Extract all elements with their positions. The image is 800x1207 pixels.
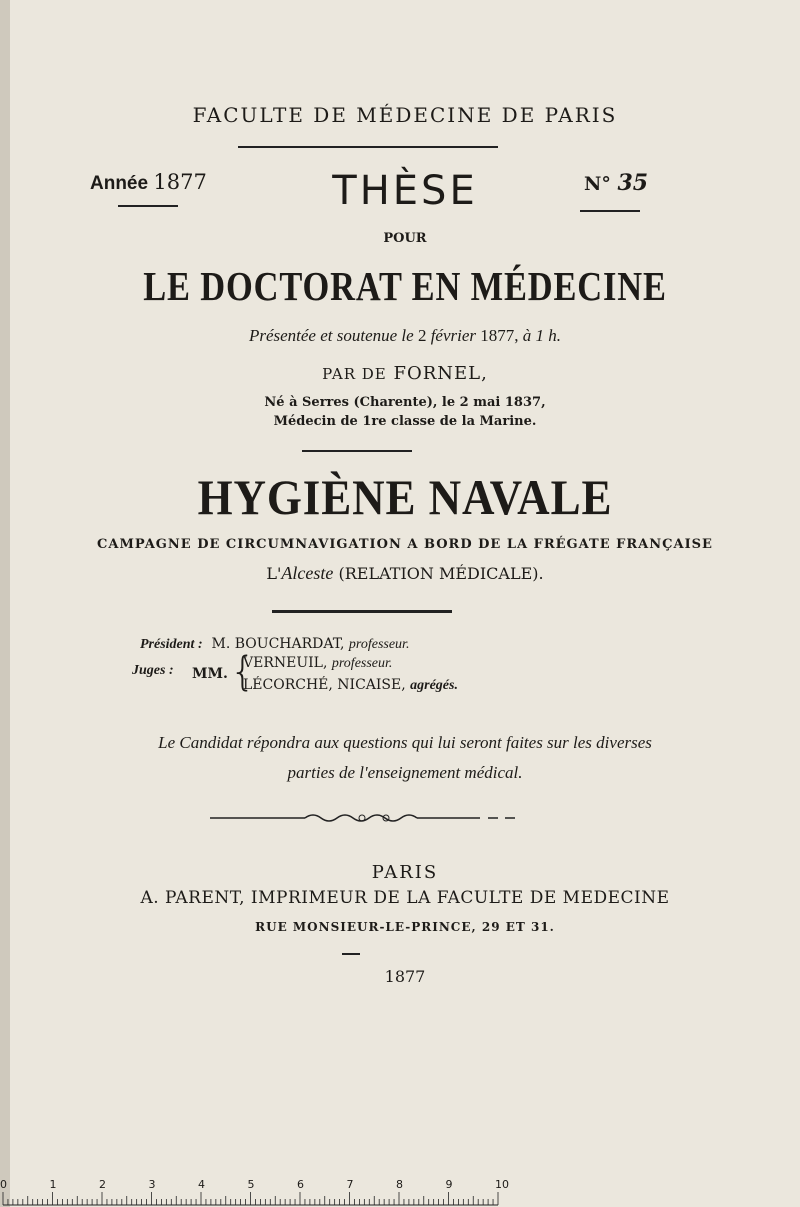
author-par: PAR DE [322,365,387,383]
year-label: Année [90,173,149,194]
candidate-note-line1: Le Candidat répondra aux questions qui lui seront faites sur les diverses [158,733,652,752]
ruler-label: 9 [445,1178,453,1191]
ruler-label: 5 [247,1178,255,1191]
ruler-label: 4 [198,1178,205,1191]
pour-label: POUR [383,231,427,246]
author-name: FORNEL, [393,363,488,384]
ruler-label: 2 [99,1178,106,1191]
juge-1-name: VERNEUIL, [243,655,328,671]
ship-line [10,563,800,584]
subject-subtitle: CAMPAGNE DE CIRCUMNAVIGATION A BORD DE LA FRÉGATE FRANÇAISE [97,537,713,552]
ruler-labels [0,1178,800,1192]
header-rule [238,146,498,148]
defense-date [10,326,800,346]
juge-2-name: LÉCORCHÉ, NICAISE, [243,677,406,693]
ruler-label: 7 [346,1178,354,1191]
juge-2 [243,677,458,694]
juge-2-role: agrégés. [410,678,458,693]
defense-month: février [430,326,477,345]
thesis-number [584,170,648,196]
defense-hour: à 1 h. [522,326,562,345]
thesis-title-page [10,0,800,1207]
juges-brace: { [230,649,256,695]
juges-mm: MM. [192,666,228,682]
imprint-printer: A. PARENT, IMPRIMEUR DE LA FACULTE DE MEDECINE [140,888,670,908]
doctorat-heading: LE DOCTORAT EN MÉDECINE [143,263,667,309]
ship-suffix: (RELATION MÉDICALE). [338,564,544,583]
subject-title: HYGIÈNE NAVALE [197,469,613,525]
ruler-label: 1 [49,1178,57,1191]
imprint-city: PARIS [371,862,439,883]
ruler-label: 6 [297,1178,304,1191]
defense-year: 1877, [480,326,519,345]
juge-1-role: professeur. [331,656,393,671]
these-title: THÈSE [332,168,478,214]
president-role: professeur. [348,637,410,652]
year-rule [342,953,360,955]
president-label: Président : [140,637,203,652]
imprint-address: RUE MONSIEUR-LE-PRINCE, 29 ET 31. [255,920,555,934]
jury-rule [272,610,452,613]
number-label: N° [584,173,611,195]
ruler-label: 8 [396,1178,403,1191]
defense-text: Présentée et soutenue le [248,326,414,345]
juge-1 [243,655,392,672]
candidate-note-line2: parties de l'enseignement médical. [287,763,523,782]
ship-prefix: L' [266,564,282,583]
author-line [10,363,800,384]
ruler-label: 0 [0,1178,7,1191]
defense-day: 2 [417,326,427,345]
number-underline [580,210,640,212]
year-value: 1877 [153,170,207,194]
author-rank: Médecin de 1re classe de la Marine. [273,414,537,429]
imprint-year: 1877 [384,967,426,986]
president-line [140,636,409,653]
faculty-heading: FACULTE DE MÉDECINE DE PARIS [192,103,618,127]
section-rule [302,450,412,452]
juges-label: Juges : [132,663,174,678]
number-value: 35 [617,170,649,196]
ornament-divider [210,808,530,828]
president-name: M. BOUCHARDAT, [211,636,345,652]
ship-name: Alceste [281,563,334,583]
ruler-label: 3 [148,1178,156,1191]
author-birth: Né à Serres (Charente), le 2 mai 1837, [264,395,546,410]
ruler-label: 10 [495,1178,509,1191]
